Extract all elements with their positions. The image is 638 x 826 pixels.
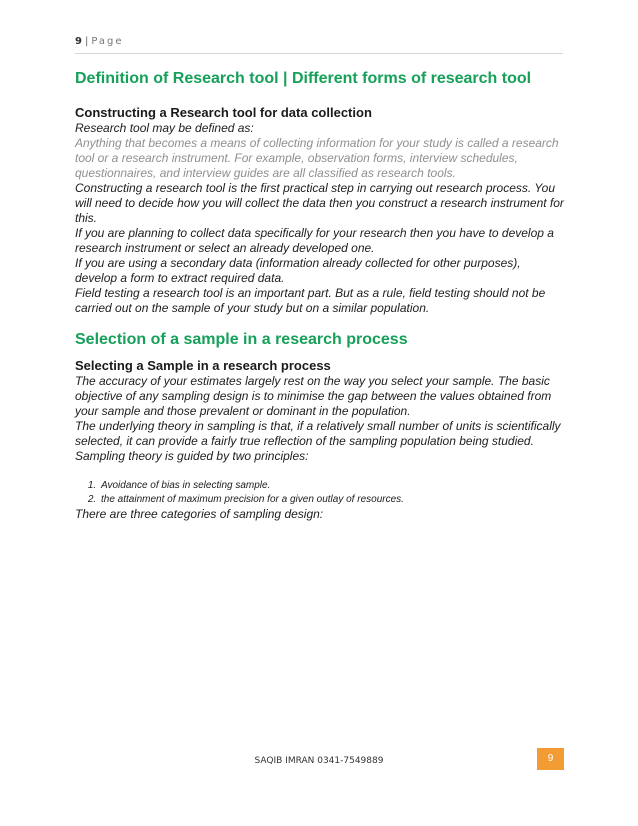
footer-author: SAQIB IMRAN 0341-7549889 — [254, 756, 384, 766]
principles-list — [75, 479, 565, 507]
footer-page-badge: 9 — [537, 748, 564, 770]
list-item: 2. the attainment of maximum precision for a given outlay of resources. — [99, 493, 565, 507]
section2-title: Selection of a sample in a research process — [75, 331, 408, 348]
section2-paragraph-4: There are three categories of sampling design: — [75, 507, 324, 521]
section1-paragraph-4: If you are planning to collect data specifically for your research then you have to develop a research instrument or select an already developed one. — [75, 226, 554, 255]
section1-paragraph-2: Anything that becomes a means of collecting information for your study is called a research tool or a research instrument. For example, observation forms, interview schedules, questionnaires, and interview guides are all classified as research tools. — [75, 136, 559, 180]
section1-title: Definition of Research tool | Different forms of research tool — [75, 70, 532, 87]
page-header — [75, 36, 563, 54]
list-item: 1. Avoidance of bias in selecting sample. — [99, 479, 565, 493]
section2-paragraph-1: The accuracy of your estimates largely rest on the way you select your sample. The basic objective of any sampling design is to minimise the gap between the values obtained from your sample and those prevalent or dominant in the population. — [75, 374, 552, 418]
header-page-number: 9 — [75, 36, 82, 47]
header-separator: | — [84, 36, 89, 47]
section1-paragraph-5: If you are using a secondary data (information already collected for other purposes), develop a form to extract required data. — [75, 256, 521, 285]
page-body — [75, 67, 565, 522]
header-page-word: Page — [91, 36, 124, 47]
section1-subtitle: Constructing a Research tool for data collection — [75, 105, 372, 120]
section1-paragraph-1: Research tool may be defined as: — [75, 121, 254, 135]
section1-paragraph-6: Field testing a research tool is an important part. But as a rule, field testing should not be carried out on the sample of your study but on a similar population. — [75, 286, 546, 315]
section2-subtitle: Selecting a Sample in a research process — [75, 358, 331, 373]
section2-paragraph-2: The underlying theory in sampling is that, if a relatively small number of units is scientifically selected, it can provide a fairly true reflection of the sampling population being studied. — [75, 419, 561, 448]
section1-paragraph-3: Constructing a research tool is the first practical step in carrying out research process. You will need to decide how you will collect the data then you construct a research instrument for this. — [75, 181, 564, 225]
section2-paragraph-3: Sampling theory is guided by two principles: — [75, 449, 309, 463]
